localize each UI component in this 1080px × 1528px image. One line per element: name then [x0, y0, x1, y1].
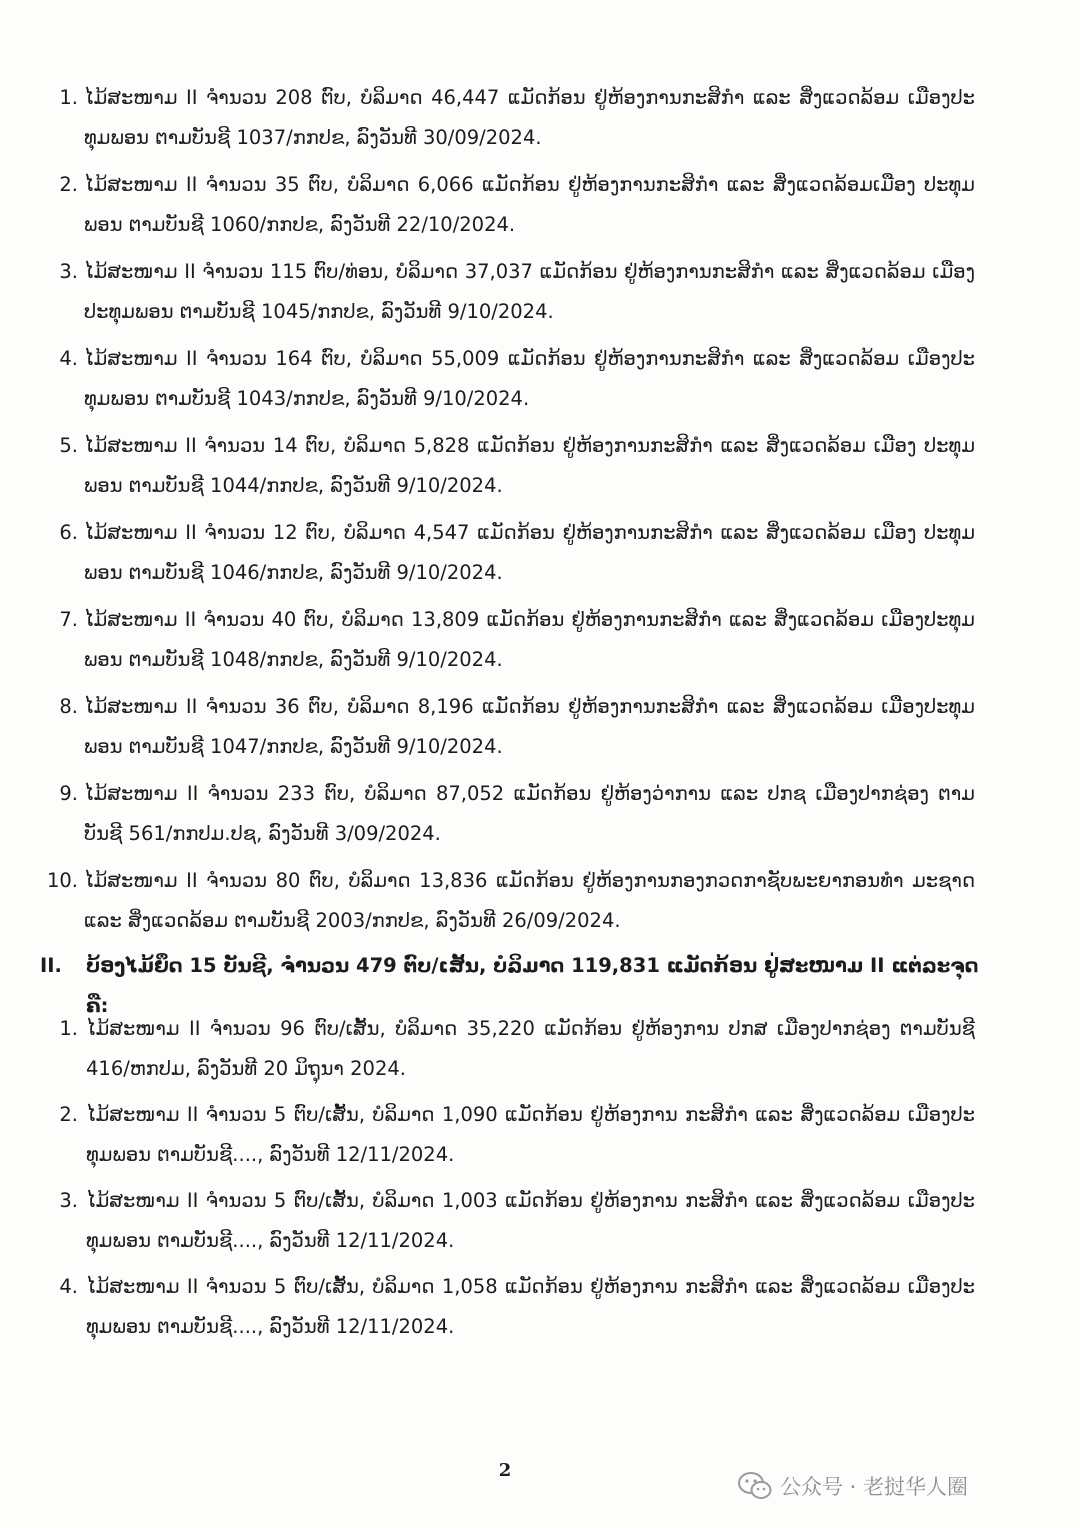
list-item: [40, 1095, 975, 1175]
list-item-number: 10.: [46, 869, 78, 892]
list-item-text: ໄມ້ສະໜາມ II ຈຳນວນ 164 ຕົບ, ບໍລິມາດ 55,009 ແມັດກ້ອນ ຢູ່ຫ້ອງການກະສິກຳ ແລະ ສິ່ງແວດລ້ອມ ເມືອງປະທຸມພອນ ຕາມບັນຊີ 1043/ກກປຂ, ລົງວັນທີ 9/10/2024.: [84, 347, 975, 410]
list-item-text: ໄມ້ສະໜາມ II ຈຳນວນ 35 ຕົບ, ບໍລິມາດ 6,066 ແມັດກ້ອນ ຢູ່ຫ້ອງການກະສິກຳ ແລະ ສິ່ງແວດລ້ອມເມືອງ ປະທຸມພອນ ຕາມບັນຊີ 1060/ກກປຂ, ລົງວັນທີ 22/10/2024.: [84, 173, 975, 236]
list-item-number: 2.: [59, 173, 78, 196]
list-item-number: 1.: [59, 1017, 78, 1040]
list-item-text: ໄມ້ສະໜາມ II ຈຳນວນ 36 ຕົບ, ບໍລິມາດ 8,196 ແມັດກ້ອນ ຢູ່ຫ້ອງການກະສິກຳ ແລະ ສິ່ງແວດລ້ອມ ເມືອງປະທຸມພອນ ຕາມບັນຊີ 1047/ກກປຂ, ລົງວັນທີ 9/10/2024.: [84, 695, 975, 758]
list-item: [40, 513, 975, 593]
list-item: [40, 165, 975, 245]
list-item-text: ໄມ້ສະໜາມ II ຈຳນວນ 208 ຕົບ, ບໍລິມາດ 46,447 ແມັດກ້ອນ ຢູ່ຫ້ອງການກະສິກຳ ແລະ ສິ່ງແວດລ້ອມ ເມືອງປະທຸມພອນ ຕາມບັນຊີ 1037/ກກປຂ, ລົງວັນທີ 30/09/2024.: [84, 86, 975, 149]
list-item-text: ໄມ້ສະໜາມ II ຈຳນວນ 40 ຕົບ, ບໍລິມາດ 13,809 ແມັດກ້ອນ ຢູ່ຫ້ອງການກະສິກຳ ແລະ ສິ່ງແວດລ້ອມ ເມືອງປະທຸມພອນ ຕາມບັນຊີ 1048/ກກປຂ, ລົງວັນທີ 9/10/2024.: [84, 608, 975, 671]
list-item: [40, 774, 975, 854]
list-item-number: 3.: [59, 260, 78, 283]
list-item: [40, 861, 975, 941]
list-item: [40, 339, 975, 419]
section-number: II.: [40, 954, 62, 977]
list-item: [40, 687, 975, 767]
wechat-icon: [738, 1471, 772, 1501]
list-item-text: ໄມ້ສະໜາມ II ຈຳນວນ 80 ຕົບ, ບໍລິມາດ 13,836 ແມັດກ້ອນ ຢູ່ຫ້ອງການກອງກວດກາຊັບພະຍາກອນທຳ ມະຊາດ ແລະ ສິ່ງແວດລ້ອມ ຕາມບັນຊີ 2003/ກກປຂ, ລົງວັນທີ 26/09/2024.: [84, 869, 975, 932]
list-item-number: 5.: [59, 434, 78, 457]
list-item-text: ໄມ້ສະໜາມ II ຈຳນວນ 115 ຕົບ/ທ່ອນ, ບໍລິມາດ 37,037 ແມັດກ້ອນ ຢູ່ຫ້ອງການກະສິກຳ ແລະ ສິ່ງແວດລ້ອມ ເມືອງປະທຸມພອນ ຕາມບັນຊີ 1045/ກກປຂ, ລົງວັນທີ 9/10/2024.: [84, 260, 975, 323]
list-item-number: 2.: [59, 1103, 78, 1126]
list-item: [40, 1267, 975, 1347]
page-number: 2: [498, 1460, 512, 1481]
list-item-text: ໄມ້ສະໜາມ II ຈຳນວນ 14 ຕົບ, ບໍລິມາດ 5,828 ແມັດກ້ອນ ຢູ່ຫ້ອງການກະສິກຳ ແລະ ສິ່ງແວດລ້ອມ ເມືອງ ປະທຸມພອນ ຕາມບັນຊີ 1044/ກກປຂ, ລົງວັນທີ 9/10/2024.: [84, 434, 975, 497]
watermark: [738, 1468, 968, 1504]
watermark-text: 公众号 · 老挝华人圈: [780, 1475, 969, 1499]
list-item: [40, 426, 975, 506]
list-item-text: ໄມ້ສະໜາມ II ຈຳນວນ 5 ຕົບ/ເສັ້ນ, ບໍລິມາດ 1,003 ແມັດກ້ອນ ຢູ່ຫ້ອງການ ກະສິກຳ ແລະ ສິ່ງແວດລ້ອມ ເມືອງປະທຸມພອນ ຕາມບັນຊີ...., ລົງວັນທີ 12/11/2024.: [86, 1189, 975, 1252]
section-text: ບ້ອງໄມ້ຍຶດ 15 ບັນຊີ, ຈຳນວນ 479 ຕົບ/ເສັ້ນ, ບໍລິມາດ 119,831 ແມັດກ້ອນ ຢູ່ສະໜາມ II ແຕ່ລະຈຸດ ຄື:: [86, 954, 979, 1017]
list-item-number: 4.: [59, 1275, 78, 1298]
list-item-number: 1.: [59, 86, 78, 109]
list-item-text: ໄມ້ສະໜາມ II ຈຳນວນ 96 ຕົບ/ເສັ້ນ, ບໍລິມາດ 35,220 ແມັດກ້ອນ ຢູ່ຫ້ອງການ ປກສ ເມືອງປາກຊ່ອງ ຕາມບັນຊີ 416/ຫກປມ, ລົງວັນທີ 20 ມິຖຸນາ 2024.: [86, 1017, 975, 1080]
list-item-text: ໄມ້ສະໜາມ II ຈຳນວນ 12 ຕົບ, ບໍລິມາດ 4,547 ແມັດກ້ອນ ຢູ່ຫ້ອງການກະສິກຳ ແລະ ສິ່ງແວດລ້ອມ ເມືອງ ປະທຸມພອນ ຕາມບັນຊີ 1046/ກກປຂ, ລົງວັນທີ 9/10/2024.: [84, 521, 975, 584]
list-item-number: 8.: [59, 695, 78, 718]
list-item-number: 6.: [59, 521, 78, 544]
list-item-text: ໄມ້ສະໜາມ II ຈຳນວນ 5 ຕົບ/ເສັ້ນ, ບໍລິມາດ 1,090 ແມັດກ້ອນ ຢູ່ຫ້ອງການ ກະສິກຳ ແລະ ສິ່ງແວດລ້ອມ ເມືອງປະທຸມພອນ ຕາມບັນຊີ...., ລົງວັນທີ 12/11/2024.: [86, 1103, 975, 1166]
list-item: [40, 78, 975, 158]
list-item-number: 3.: [59, 1189, 78, 1212]
list-item-number: 4.: [59, 347, 78, 370]
list-item: [40, 252, 975, 332]
list-item-number: 9.: [59, 782, 78, 805]
list-item-text: ໄມ້ສະໜາມ II ຈຳນວນ 233 ຕົບ, ບໍລິມາດ 87,052 ແມັດກ້ອນ ຢູ່ຫ້ອງວ່າການ ແລະ ປກຊ ເມືອງປາກຊ່ອງ ຕາມບັນຊີ 561/ກກປມ.ປຊ, ລົງວັນທີ 3/09/2024.: [84, 782, 975, 845]
list-item-text: ໄມ້ສະໜາມ II ຈຳນວນ 5 ຕົບ/ເສັ້ນ, ບໍລິມາດ 1,058 ແມັດກ້ອນ ຢູ່ຫ້ອງການ ກະສິກຳ ແລະ ສິ່ງແວດລ້ອມ ເມືອງປະທຸມພອນ ຕາມບັນຊີ...., ລົງວັນທີ 12/11/2024.: [86, 1275, 975, 1338]
list-item: [40, 1181, 975, 1261]
list-item: [40, 1009, 975, 1089]
list-item: [40, 600, 975, 680]
list-item-number: 7.: [59, 608, 78, 631]
